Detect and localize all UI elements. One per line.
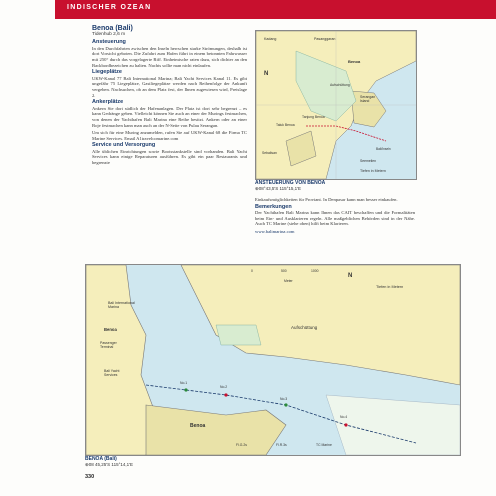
heading-services: Service und Versorgung <box>92 142 156 149</box>
inset-label-tanjung: Tanjung Benoa <box>302 115 325 119</box>
light-fl-r: Fl.R.3s <box>276 443 287 447</box>
inset-label-benoa: Benoa <box>348 59 361 64</box>
inset-caption-title: ANSTEUERUNG VON BENOA <box>255 180 326 186</box>
heading-approach: Ansteuerung <box>92 39 126 46</box>
label-aufschuettung: Aufschüttung <box>291 325 318 330</box>
inset-label-aufsch: Aufschüttung <box>330 83 350 87</box>
inset-label-depth: Tiefen in Metern <box>360 169 386 173</box>
harbour-chart-drawing <box>86 265 460 455</box>
harbour-chart <box>85 264 461 456</box>
scale-unit: Meter <box>284 279 293 283</box>
inset-chart-drawing <box>256 31 416 179</box>
scale-1000: 1000 <box>311 269 319 273</box>
label-passenger: Passenger Terminal <box>100 341 117 349</box>
marina-link[interactable]: www.balimarina.com <box>255 228 295 234</box>
buoy-no3: No.3 <box>280 397 288 401</box>
text-services: Alle üblichen Einrichtungen sowie Bootsstankstelle sind vorhanden. Bali Yacht Services kann einige Reparaturen ausführen. Es gibt ein paar Restaurants und begrenzte <box>92 148 247 166</box>
text-anchorage-2: Um sich für eine Muring anzumelden, rufen Sie auf UKW-Kanal 68 die Firma TC Marine Services. Email A1travelcomarine.com <box>92 130 247 141</box>
scale-0: 0 <box>251 269 253 273</box>
heading-remarks: Bemerkungen <box>255 203 292 210</box>
label-benoa-town: Benoa <box>190 423 206 429</box>
section-header <box>55 0 496 19</box>
inset-label-seminyak: Sebalisan <box>262 151 277 155</box>
tide-info: Tidenhub 2,6 m <box>92 31 126 37</box>
heading-anchorage: Ankerplätze <box>92 99 124 106</box>
label-bali-yacht: Bali Yacht Services <box>104 369 120 377</box>
label-bali-marina: Bali International Marina <box>108 301 135 309</box>
text-anchorage: Ankern Sie dort südlich der Hafenanlagen. Der Platz ist dort sehr begrenzt – es kann Gedränge geben. Vielleicht können Sie auch an einer der Murings festmachen, von denen der Yachthafen Bali Marina eine Reihe besitzt. Ankern oder an einer Boje festmachen kann man auch an der N-Seite von Pulau Serangan. <box>92 105 247 128</box>
left-column <box>92 26 247 168</box>
harbour-caption-coords: ⊕08 45,25'S 115°14,1'E <box>85 462 133 467</box>
inset-caption <box>255 180 325 192</box>
inset-label-kedang: Kadang <box>264 37 277 41</box>
port-title: Benoa (Bali) <box>92 25 133 32</box>
inset-scale-label: Seemeilen <box>360 159 377 163</box>
heading-berths: Liegeplätze <box>92 69 122 76</box>
harbour-caption <box>85 456 133 468</box>
inset-label-taluk: Taluk Benoa <box>276 123 295 127</box>
page-number: 330 <box>85 474 95 480</box>
section-title: INDISCHER OZEAN <box>67 4 152 11</box>
inset-label-pasang: Pasanggaran <box>314 37 336 41</box>
compass-north-icon: N <box>264 71 269 77</box>
text-shopping: Einkaufsmöglichkeiten für Proviant. In Denpasar kann man besser einkaufen. <box>255 197 398 202</box>
text-approach: In den Durchfahrten zwischen den Inseln herrschen starke Strömungen, deshalb ist dort Vorsicht geboten. Die Zufahrt zum Hafen führt in einem betonnten Fahrwasser mit 250° durch das vorgelagerte Riff. Einheimische raten dazu, sich dichter an den Backbordbezeichen zu halten. Nachts sollte man nicht einlaufen. <box>92 45 247 68</box>
harbour-caption-title: BENOA (Bali) <box>85 456 117 462</box>
right-column <box>255 197 415 235</box>
compass-north-icon: N <box>348 273 353 279</box>
label-tc-marine: TC Marine <box>316 443 332 447</box>
buoy-no1: No.1 <box>180 381 188 385</box>
buoy-no2: No.2 <box>220 385 228 389</box>
text-berths: UKW-Kanal 77 Bali International Marina; Bali Yacht Services Kanal 11. Es gibt ungefähr 75 Liegeplätze, Gastliegeplätze werden nach Reihenfolge der Ankunft vergeben. Nachsuchen, ob an dem Platz fest, der Ihnen zugewiesen wird, Preislage 2. <box>92 75 247 98</box>
inset-caption-coords: ⊕08°43,5'S 115°15,1'E <box>255 186 302 191</box>
scale-500: 500 <box>281 269 287 273</box>
inset-chart <box>255 30 417 180</box>
inset-label-serangan: Serangan Island <box>360 95 376 103</box>
inset-label-ref: Bali/Inseln <box>376 147 391 151</box>
buoy-no4: No.4 <box>340 415 348 419</box>
label-benoa-north: Benoa <box>104 327 117 332</box>
light-fl-g: Fl.G.2s <box>236 443 247 447</box>
label-depth: Tiefen in Metern <box>376 285 404 289</box>
text-remarks: Der Yachthafen Bali Marina kann Ihnen das CAIT beschaffen und die Formalitäten beim Ein- und Ausklarieren regeln. Alle maßgeblichen Behörden sind in der Nähe. Auch TC Marine (siehe oben) hilft beim Klarieren. <box>255 210 415 227</box>
